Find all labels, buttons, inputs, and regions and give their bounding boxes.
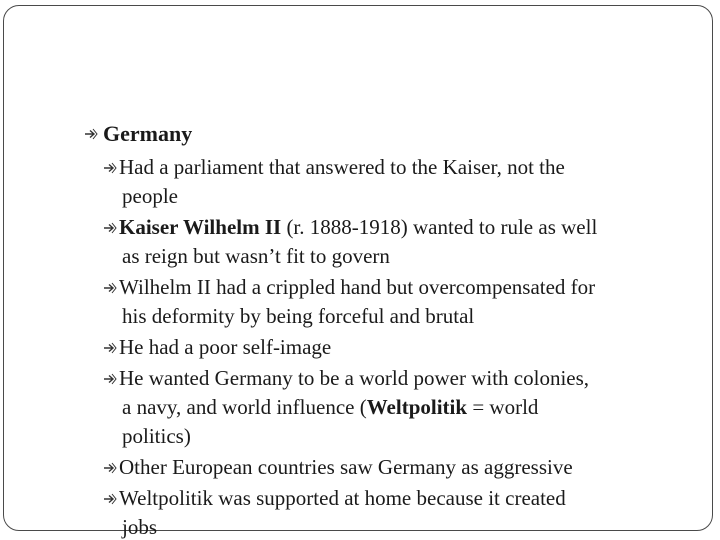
bullet-text-line: Weltpolitik was supported at home because it created [119, 486, 566, 510]
bullet-text-line: Had a parliament that answered to the Kaiser, not the [119, 155, 565, 179]
bullet-text-line: (r. 1888-1918) wanted to rule as well [281, 215, 598, 239]
bullet-bold-text: Kaiser Wilhelm II [119, 215, 282, 239]
list-item [103, 333, 703, 362]
bullet-text-line: Other European countries saw Germany as aggressive [119, 455, 573, 479]
list-item [103, 153, 703, 211]
bullet-text-line: = world [467, 395, 539, 419]
list-item [103, 273, 703, 331]
bullet-text-line: Wilhelm II had a crippled hand but overcompensated for [119, 275, 596, 299]
right-arrow-bullet-icon [103, 281, 117, 295]
list-item [103, 213, 703, 271]
bullet-text-line: his deformity by being forceful and brutal [122, 304, 475, 328]
slide-heading [84, 121, 192, 147]
right-arrow-bullet-icon [84, 127, 98, 141]
bullet-text-line: politics) [122, 424, 191, 448]
bullet-text-line: jobs [122, 515, 158, 539]
bullet-text-line: as reign but wasn’t fit to govern [122, 244, 390, 268]
list-item [103, 453, 703, 482]
bullet-text-line: He had a poor self-image [119, 335, 332, 359]
right-arrow-bullet-icon [103, 221, 117, 235]
heading-text: Germany [103, 121, 193, 146]
right-arrow-bullet-icon [103, 492, 117, 506]
bullet-text-line: a navy, and world influence ( [122, 395, 367, 419]
bullet-text-line: people [122, 184, 178, 208]
right-arrow-bullet-icon [103, 161, 117, 175]
right-arrow-bullet-icon [103, 461, 117, 475]
bullet-list [103, 153, 703, 540]
bullet-text-line: He wanted Germany to be a world power with colonies, [119, 366, 590, 390]
list-item [103, 484, 703, 540]
right-arrow-bullet-icon [103, 341, 117, 355]
right-arrow-bullet-icon [103, 372, 117, 386]
list-item [103, 364, 703, 451]
bullet-bold-text: Weltpolitik [366, 395, 468, 419]
